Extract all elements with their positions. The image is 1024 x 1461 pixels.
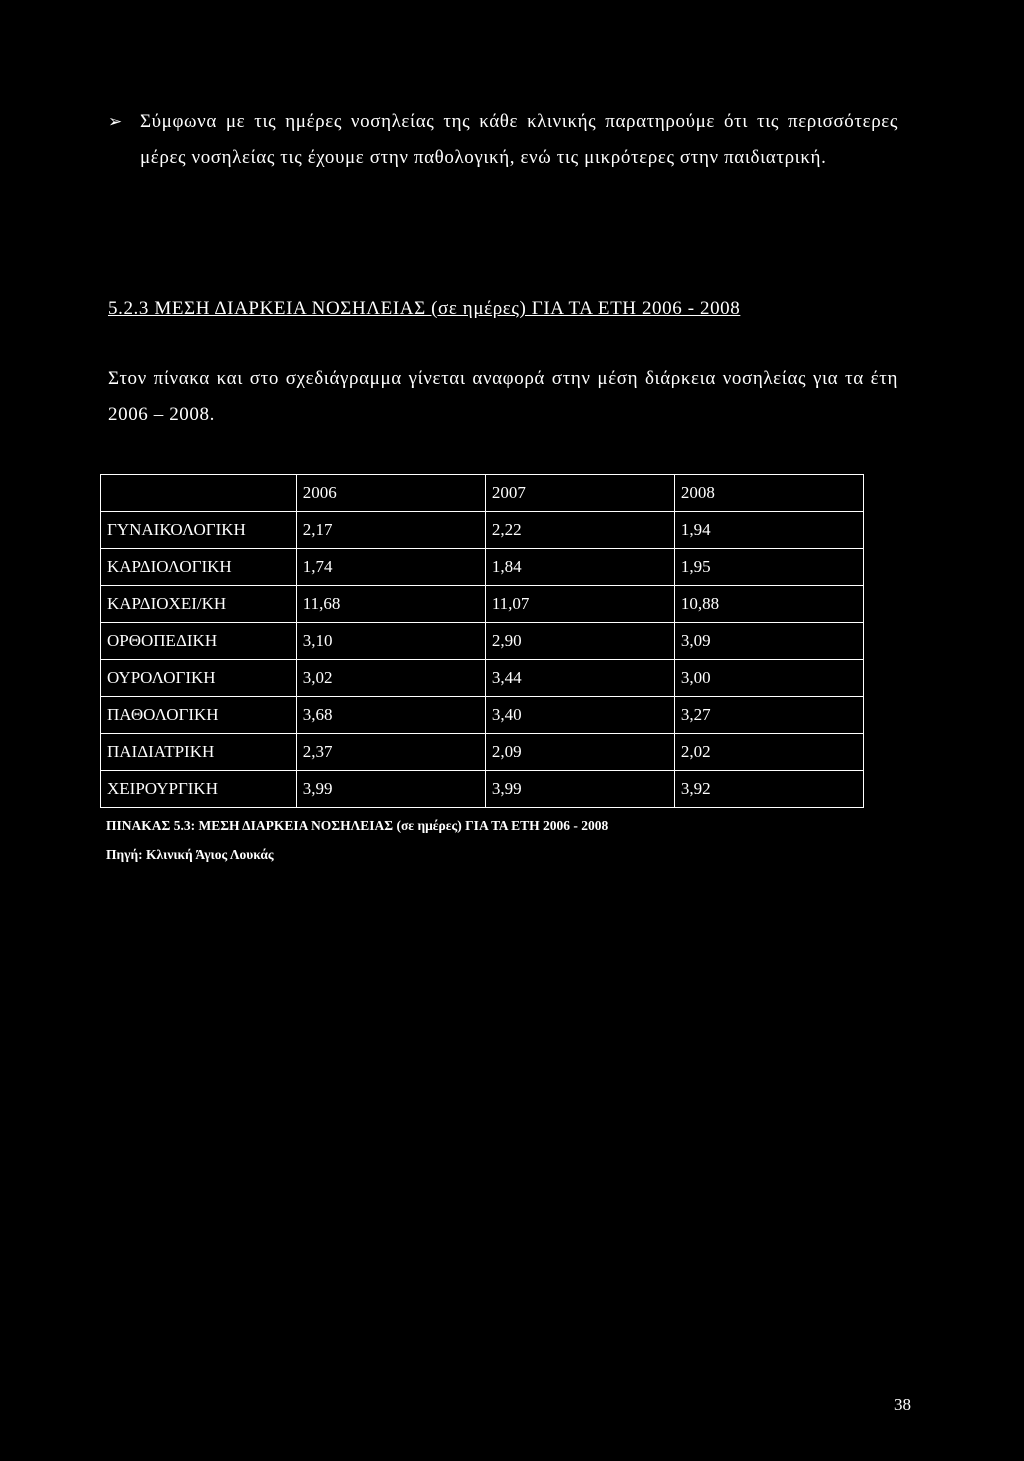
value-cell: 3,92 <box>674 771 863 808</box>
clinic-name-cell: ΚΑΡΔΙΟΛΟΓΙΚΗ <box>101 549 297 586</box>
clinic-name-cell: ΠΑΙΔΙΑΤΡΙΚΗ <box>101 734 297 771</box>
value-cell: 1,95 <box>674 549 863 586</box>
value-cell: 3,02 <box>296 660 485 697</box>
header-cell-empty <box>101 475 297 512</box>
table-header-row <box>101 475 864 512</box>
clinic-name-cell: ΟΥΡΟΛΟΓΙΚΗ <box>101 660 297 697</box>
value-cell: 3,10 <box>296 623 485 660</box>
value-cell: 1,74 <box>296 549 485 586</box>
value-cell: 3,40 <box>485 697 674 734</box>
section-heading: 5.2.3 ΜΕΣΗ ΔΙΑΡΚΕΙΑ ΝΟΣΗΛΕΙΑΣ (σε ημέρες) ΓΙΑ ΤΑ ΕΤΗ 2006 - 2008 <box>108 298 741 319</box>
value-cell: 10,88 <box>674 586 863 623</box>
value-cell: 2,22 <box>485 512 674 549</box>
value-cell: 1,84 <box>485 549 674 586</box>
value-cell: 2,09 <box>485 734 674 771</box>
table-row <box>101 771 864 808</box>
value-cell: 11,07 <box>485 586 674 623</box>
value-cell: 3,09 <box>674 623 863 660</box>
value-cell: 3,00 <box>674 660 863 697</box>
header-cell-2008: 2008 <box>674 475 863 512</box>
table-row <box>101 697 864 734</box>
bullet-paragraph-block <box>108 104 898 176</box>
header-cell-2006: 2006 <box>296 475 485 512</box>
table-row <box>101 623 864 660</box>
page-number: 38 <box>894 1395 911 1414</box>
bullet-paragraph: Σύμφωνα με τις ημέρες νοσηλείας της κάθε κλινικής παρατηρούμε ότι τις περισσότερες μέρες νοσηλείας τις έχουμε στην παθολογική, ενώ τις μικρότερες στην παιδιατρική. <box>140 111 898 168</box>
length-of-stay-table <box>100 474 864 808</box>
value-cell: 11,68 <box>296 586 485 623</box>
table-row <box>101 586 864 623</box>
table-row <box>101 512 864 549</box>
header-cell-2007: 2007 <box>485 475 674 512</box>
table-row <box>101 549 864 586</box>
clinic-name-cell: ΟΡΘΟΠΕΔΙΚΗ <box>101 623 297 660</box>
intro-paragraph: Στον πίνακα και στο σχεδιάγραμμα γίνεται αναφορά στην μέση διάρκεια νοσηλείας για τα έτη 2006 – 2008. <box>108 368 898 425</box>
table-row <box>101 734 864 771</box>
clinic-name-cell: ΚΑΡΔΙΟΧΕΙ/ΚΗ <box>101 586 297 623</box>
value-cell: 3,99 <box>485 771 674 808</box>
arrow-bullet-icon: ➢ <box>108 112 123 131</box>
clinic-name-cell: ΧΕΙΡΟΥΡΓΙΚΗ <box>101 771 297 808</box>
clinic-name-cell: ΓΥΝΑΙΚΟΛΟΓΙΚΗ <box>101 512 297 549</box>
table-row <box>101 660 864 697</box>
value-cell: 3,44 <box>485 660 674 697</box>
value-cell: 2,17 <box>296 512 485 549</box>
value-cell: 3,68 <box>296 697 485 734</box>
value-cell: 3,99 <box>296 771 485 808</box>
value-cell: 2,02 <box>674 734 863 771</box>
value-cell: 3,27 <box>674 697 863 734</box>
value-cell: 1,94 <box>674 512 863 549</box>
value-cell: 2,37 <box>296 734 485 771</box>
table-caption: ΠΙΝΑΚΑΣ 5.3: ΜΕΣΗ ΔΙΑΡΚΕΙΑ ΝΟΣΗΛΕΙΑΣ (σε ημέρες) ΓΙΑ ΤΑ ΕΤΗ 2006 - 2008 <box>106 818 609 833</box>
table-source: Πηγή: Κλινική Άγιος Λουκάς <box>106 847 274 862</box>
clinic-name-cell: ΠΑΘΟΛΟΓΙΚΗ <box>101 697 297 734</box>
value-cell: 2,90 <box>485 623 674 660</box>
